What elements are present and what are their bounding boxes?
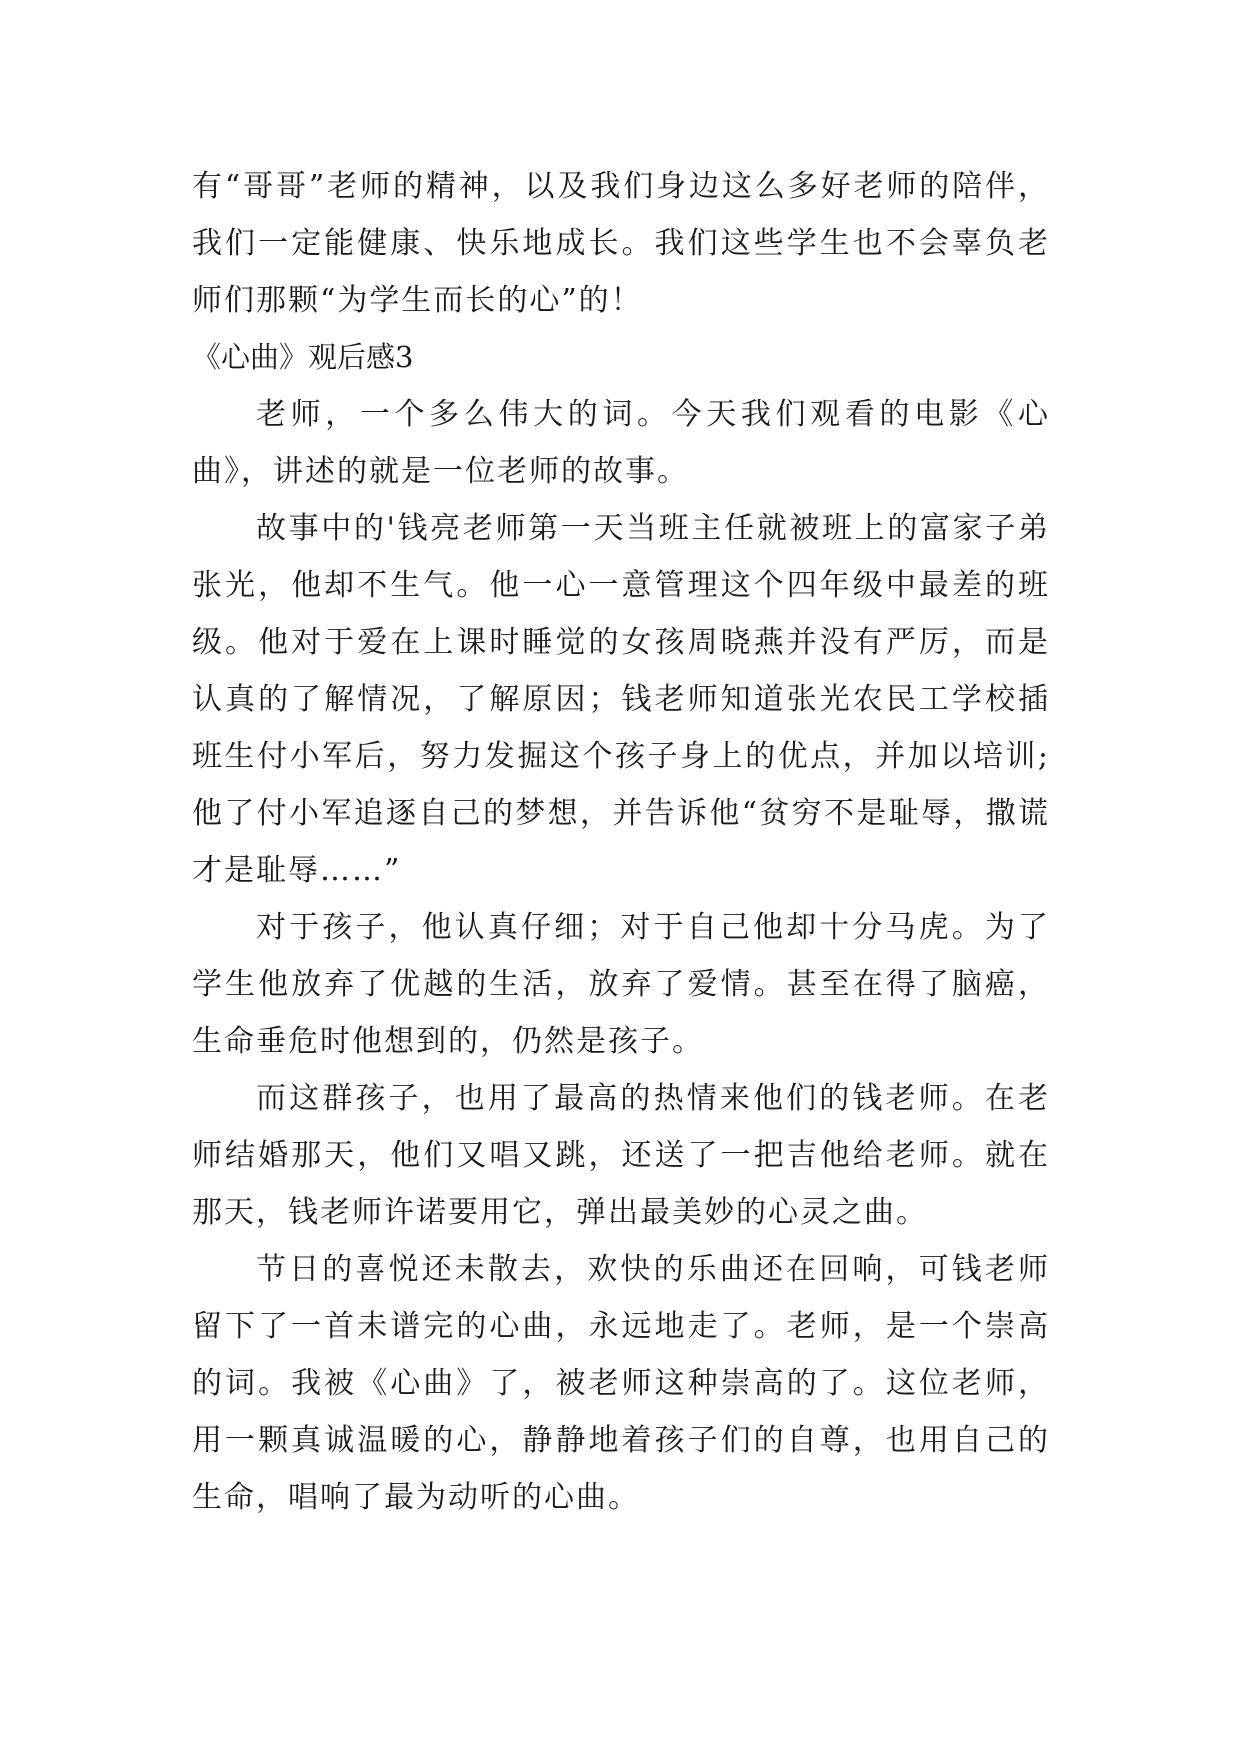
essay-heading: 《心曲》观后感3 [192, 340, 414, 374]
body-paragraph: 节日的喜悦还未散去，欢快的乐曲还在回响，可钱老师留下了一首未谱完的心曲，永远地走了。老师，是一个崇高的词。我被《心曲》了，被老师这种崇高的了。这位老师，用一颗真诚温暖的心，静静地着孩子们的自尊，也用自己的生命，唱响了最为动听的心曲。 [192, 1252, 1050, 1515]
body-paragraph: 故事中的'钱亮老师第一天当班主任就被班上的富家子弟张光，他却不生气。他一心一意管理这个四年级中最差的班级。他对于爱在上课时睡觉的女孩周晓燕并没有严厉，而是认真的了解情况，了解原因；钱老师知道张光农民工学校插班生付小军后，努力发掘这个孩子身上的优点，并加以培训;他了付小军追逐自己的梦想，并告诉他“贫穷不是耻辱，撒谎才是耻辱……” [192, 511, 1050, 888]
document-body [192, 158, 1050, 1526]
body-paragraph: 而这群孩子，也用了最高的热情来他们的钱老师。在老师结婚那天，他们又唱又跳，还送了一把吉他给老师。就在那天，钱老师许诺要用它，弹出最美妙的心灵之曲。 [192, 1081, 1050, 1230]
continuation-paragraph: 有“哥哥”老师的精神，以及我们身边这么多好老师的陪伴，我们一定能健康、快乐地成长。我们这些学生也不会辜负老师们那颗“为学生而长的心”的！ [192, 169, 1050, 318]
body-paragraph: 老师，一个多么伟大的词。今天我们观看的电影《心曲》，讲述的就是一位老师的故事。 [192, 397, 1050, 489]
body-paragraph: 对于孩子，他认真仔细；对于自己他却十分马虎。为了学生他放弃了优越的生活，放弃了爱情。甚至在得了脑癌，生命垂危时他想到的，仍然是孩子。 [192, 910, 1050, 1059]
